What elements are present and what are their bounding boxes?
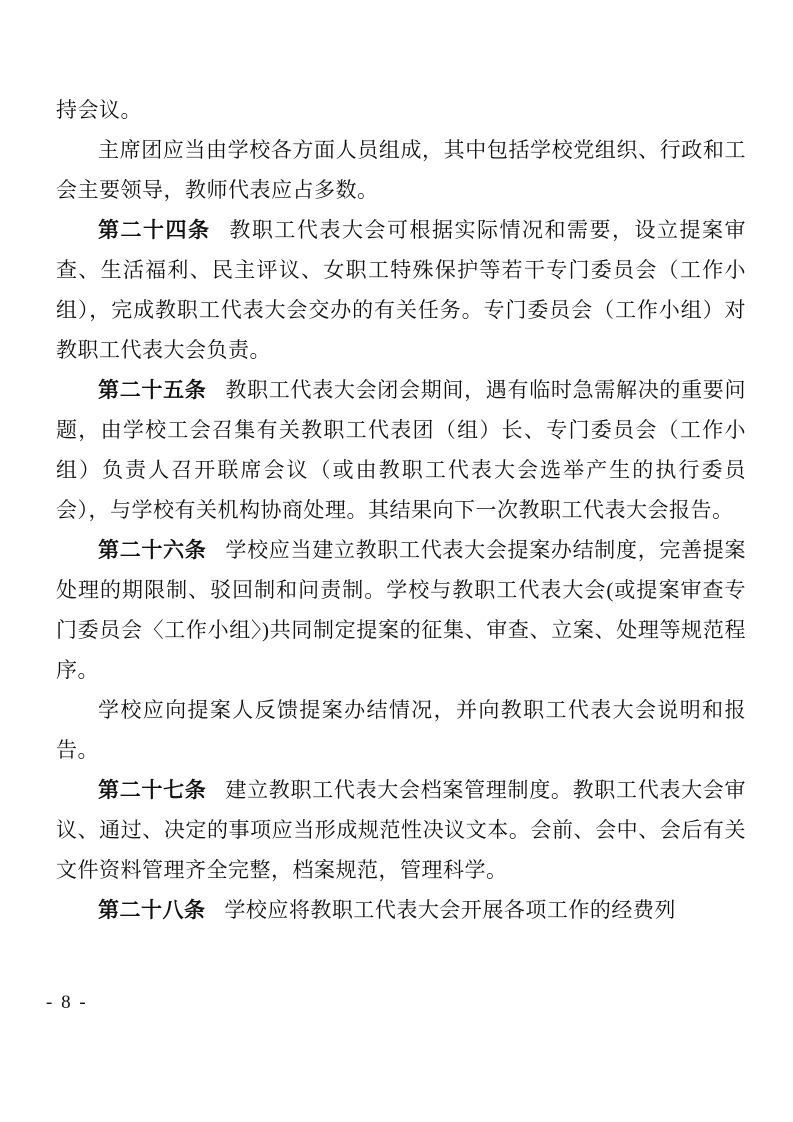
- paragraph-text: 教职工代表大会闭会期间，遇有临时急需解决的重要问题，由学校工会召集有关教职工代表团（组）长、专门委员会（工作小组）负责人召开联席会议（或由教职工代表大会选举产生的执行委员会），与学校有关机构协商处理。其结果向下一次教职工代表大会报告。: [56, 378, 747, 522]
- page-number: - 8 -: [46, 992, 88, 1013]
- paragraph: [56, 690, 746, 770]
- article-number: 第二十四条: [98, 218, 211, 242]
- article-number: 第二十五条: [98, 378, 207, 402]
- paragraph: [56, 130, 746, 210]
- paragraph-text: 主席团应当由学校各方面人员组成，其中包括学校党组织、行政和工会主要领导，教师代表应占多数。: [56, 138, 746, 202]
- article-number: 第二十七条: [98, 778, 207, 802]
- paragraph-continuation: [56, 90, 746, 130]
- paragraph-article-24: [56, 210, 746, 370]
- paragraph-article-28: [56, 890, 746, 930]
- document-body: [56, 90, 746, 930]
- paragraph-text: 学校应将教职工代表大会开展各项工作的经费列: [224, 898, 676, 922]
- paragraph-text: 教职工代表大会可根据实际情况和需要，设立提案审查、生活福利、民主评议、女职工特殊保护等若干专门委员会（工作小组），完成教职工代表大会交办的有关任务。专门委员会（工作小组）对教职工代表大会负责。: [56, 218, 747, 362]
- paragraph-text: 学校应向提案人反馈提案办结情况，并向教职工代表大会说明和报告。: [56, 698, 746, 762]
- paragraph-text: 建立教职工代表大会档案管理制度。教职工代表大会审议、通过、决定的事项应当形成规范性决议文本。会前、会中、会后有关文件资料管理齐全完整，档案规范，管理科学。: [56, 778, 747, 882]
- paragraph-text: 学校应当建立教职工代表大会提案办结制度，完善提案处理的期限制、驳回制和问责制。学校与教职工代表大会(或提案审查专门委员会〈工作小组〉)共同制定提案的征集、审查、立案、处理等规范程序。: [56, 538, 747, 682]
- article-number: 第二十八条: [98, 898, 206, 922]
- paragraph-article-27: [56, 770, 746, 890]
- paragraph-text: 持会议。: [56, 98, 142, 122]
- paragraph-article-26: [56, 530, 746, 690]
- article-number: 第二十六条: [98, 538, 207, 562]
- paragraph-article-25: [56, 370, 746, 530]
